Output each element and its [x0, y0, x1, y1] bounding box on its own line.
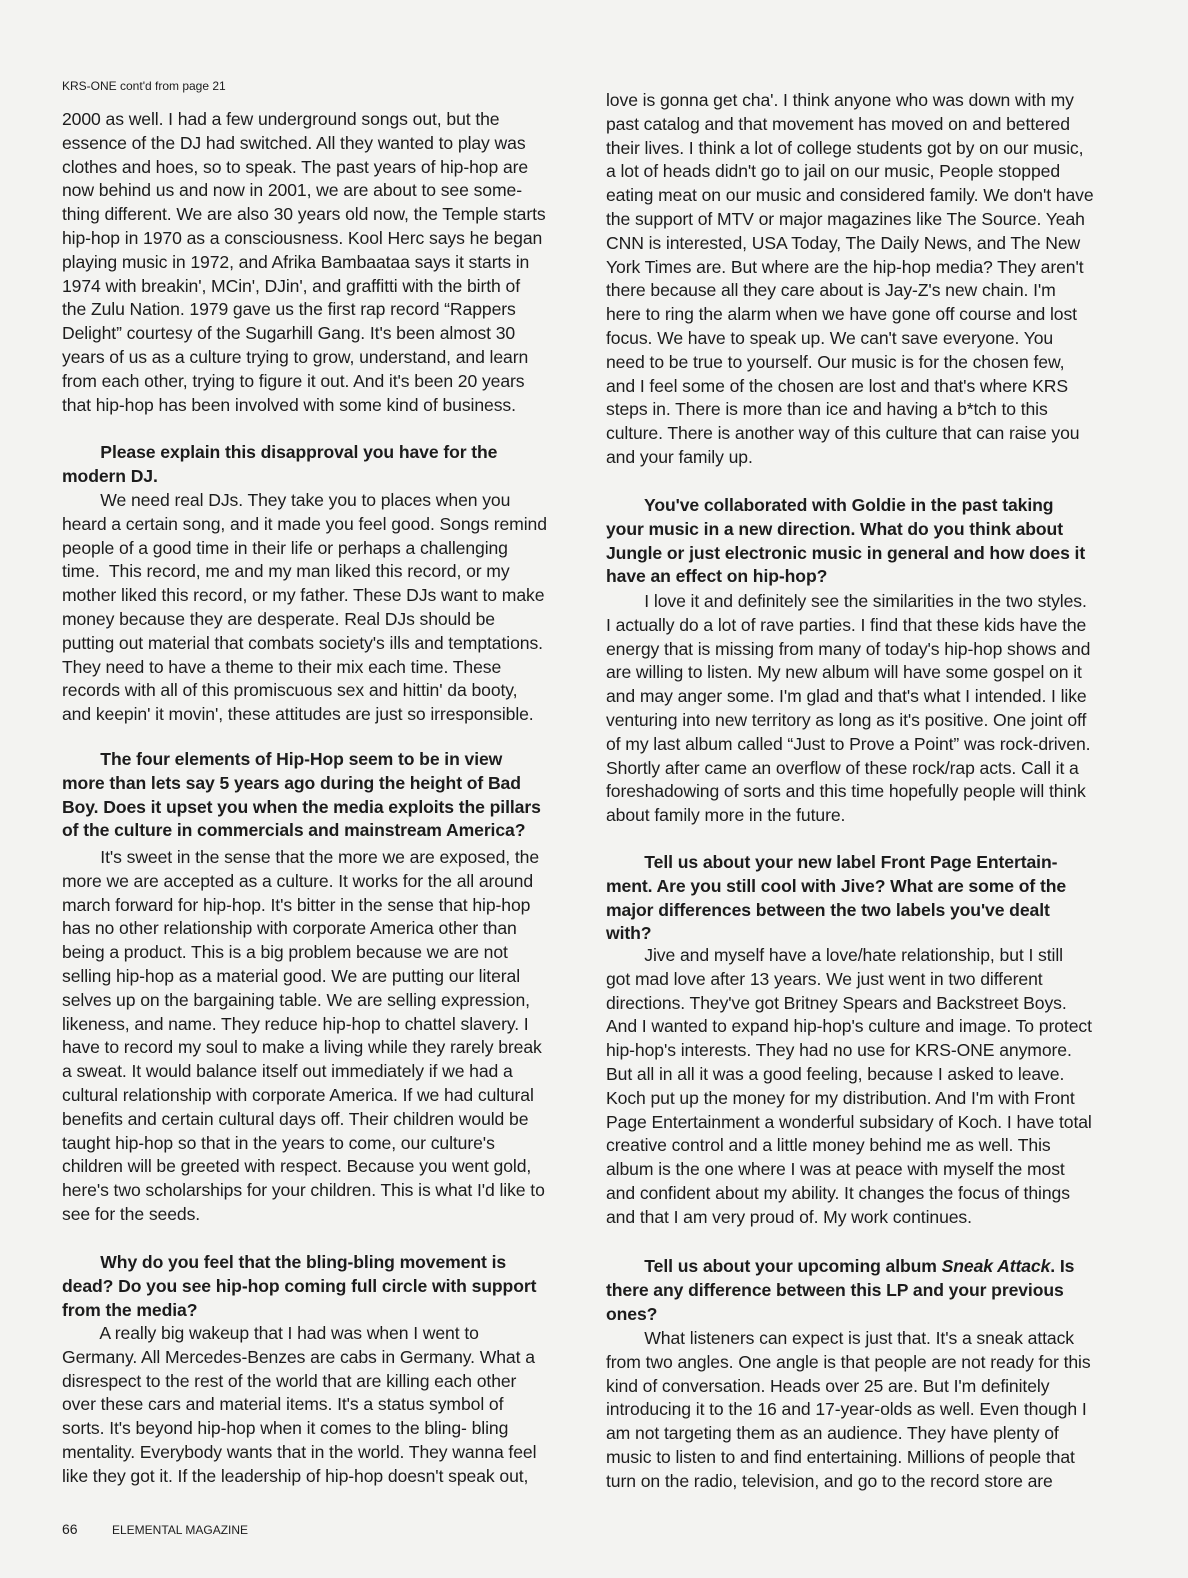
question-4: You've collaborated with Goldie in the past taking your music in a new direction. What do you think about Jungle or just electronic music in general and how does it have an effect on hip-hop? [606, 495, 1086, 587]
page-number: 66 [62, 1521, 78, 1537]
question-5: Tell us about your new label Front Page Entertain- ment. Are you still cool with Jive? What are some of the major differences between the two labels you've dealt with? [606, 852, 1067, 944]
answer-5: Jive and myself have a love/hate relationship, but I still got mad love after 13 years. We just went in two different directions. They've got Britney Spears and Backstreet Boys. And I wanted to expand hip-hop's culture and image. To protect hip-hop's interests. They had no use for KRS-ONE anymore. But all in all it was a good feeling, because I asked to leave. Koch put up the money for my distribution. And I'm with Front Page Entertainment a wonderful subsidary of Koch. I have total creative control and a little money behind me as well. This album is the one where I was at peace with myself the most and confident about my ability. It changes the focus of things and that I am very proud of. My work continues. [606, 945, 1092, 1227]
question-2: The four elements of Hip-Hop seem to be in view more than lets say 5 years ago during the height of Bad Boy. Does it upset you when the media exploits the pillars of the culture in commercials and mainstream America? [62, 749, 541, 841]
answer-2: It's sweet in the sense that the more we are exposed, the more we are accepted as a culture. It works for the all around march forward for hip-hop. It's bitter in the sense that hip-hop has no other relationship with corporate America other than being a product. This is a big problem because we are not selling hip-hop as a material good. We are putting our literal selves up on the bargaining table. We are selling expression, likeness, and name. They reduce hip-hop to chattel slavery. I have to record my soul to make a living while they rarely break a sweat. It would balance itself out immediately if we had a cultural relationship with corporate America. If we had cultural benefits and certain cultural days off. Their children would be taught hip-hop so that in the years to come, our culture's children will be greeted with respect. Because you went gold, here's two scholarships for your children. This is what I'd like to see for the seeds. [62, 847, 545, 1224]
question-1: Please explain this disapproval you have for the modern DJ. [62, 442, 498, 486]
right-intro-paragraph: love is gonna get cha'. I think anyone who was down with my past catalog and that movement has moved on and bettered their lives. I think a lot of college students got by on our music, a lot of heads didn't go to jail on our music, People stopped eating meat on our music and considered family. We don't have the support of MTV or major magazines like The Source. Yeah CNN is interested, USA Today, The Daily News, and The New York Times are. But where are the hip-hop media? They aren't there because all they care about is Jay-Z's new chain. I'm here to ring the alarm when we have gone off course and lost focus. We have to speak up. We can't save everyone. You need to be true to yourself. Our music is for the chosen few, and I feel some of the chosen are lost and that's where KRS steps in. There is more than ice and having a b*tch to this culture. There is another way of this culture that can raise you and your family up. [606, 90, 1094, 467]
left-intro-paragraph: 2000 as well. I had a few underground songs out, but the essence of the DJ had switched. All they wanted to play was clothes and hoes, so to speak. The past years of hip-hop are now behind us and now in 2001, we are about to see some- thing different. We are also 30 years old now, the Temple starts hip-hop in 1970 as a consciousness. Kool Herc says he began playing music in 1972, and Afrika Bambaataa says it starts in 1974 with breakin', MCin', DJin', and graffitti with the birth of the Zulu Nation. 1979 gave us the first rap record “Rappers Delight” courtesy of the Sugarhill Gang. It's been almost 30 years of us as a culture trying to grow, understand, and learn from each other, trying to figure it out. And it's been 20 years that hip-hop has been involved with some kind of business. [62, 109, 546, 415]
question-6 [606, 1255, 1074, 1326]
answer-6: What listeners can expect is just that. It's a sneak attack from two angles. One angle is that people are not ready for this kind of conversation. Heads over 25 are. But I'm definitely introducing it to the 16 and 17-year-olds as well. Even though I am not targeting them as an audience. They have plenty of music to listen to and find entertaining. Millions of people that turn on the radio, television, and go to the record store are [606, 1328, 1091, 1491]
question-6-lead: Tell us about your upcoming album [606, 1256, 942, 1276]
answer-4: I love it and definitely see the similarities in the two styles. I actually do a lot of rave parties. I find that these kids have the energy that is missing from many of today's hip-hop shows and are willing to listen. My new album will have some gospel on it and may anger some. I'm glad and that's what I intended. I like venturing into new territory as long as it's positive. One joint off of my last album called “Just to Prove a Point” was rock-driven. Shortly after came an overflow of these rock/rap acts. Call it a foreshadowing of sorts and this time hopefully people will think about family more in the future. [606, 591, 1091, 826]
answer-3: A really big wakeup that I had was when I went to Germany. All Mercedes-Benzes are cabs in Germany. What a disrespect to the rest of the world that are killing each other over these cars and material items. It's a status symbol of sorts. It's beyond hip-hop when it comes to the bling- bling mentality. Everybody wants that in the world. They wanna feel like they got it. If the leadership of hip-hop doesn't speak out, [62, 1323, 537, 1486]
question-6-rest: . Is there any difference between this LP and your previous ones? [606, 1256, 1075, 1324]
answer-1: We need real DJs. They take you to places when you heard a certain song, and it made you feel good. Songs remind people of a good time in their life or perhaps a challenging time. This record, me and my man liked this record, or my mother liked this record, or my father. These DJs want to make money because they are desperate. Real DJs should be putting out material that combats society's ills and temptations. They need to have a theme to their mix each time. These records with all of this promiscuous sex and hittin' da booty, and keepin' it movin', these attitudes are just so irresponsible. [62, 490, 547, 725]
album-title: Sneak Attack [941, 1256, 1051, 1276]
question-3: Why do you feel that the bling-bling movement is dead? Do you see hip-hop coming full circle with support from the media? [62, 1252, 537, 1320]
continuation-note: KRS-ONE cont'd from page 21 [62, 79, 226, 93]
magazine-name: ELEMENTAL MAGAZINE [112, 1523, 249, 1537]
